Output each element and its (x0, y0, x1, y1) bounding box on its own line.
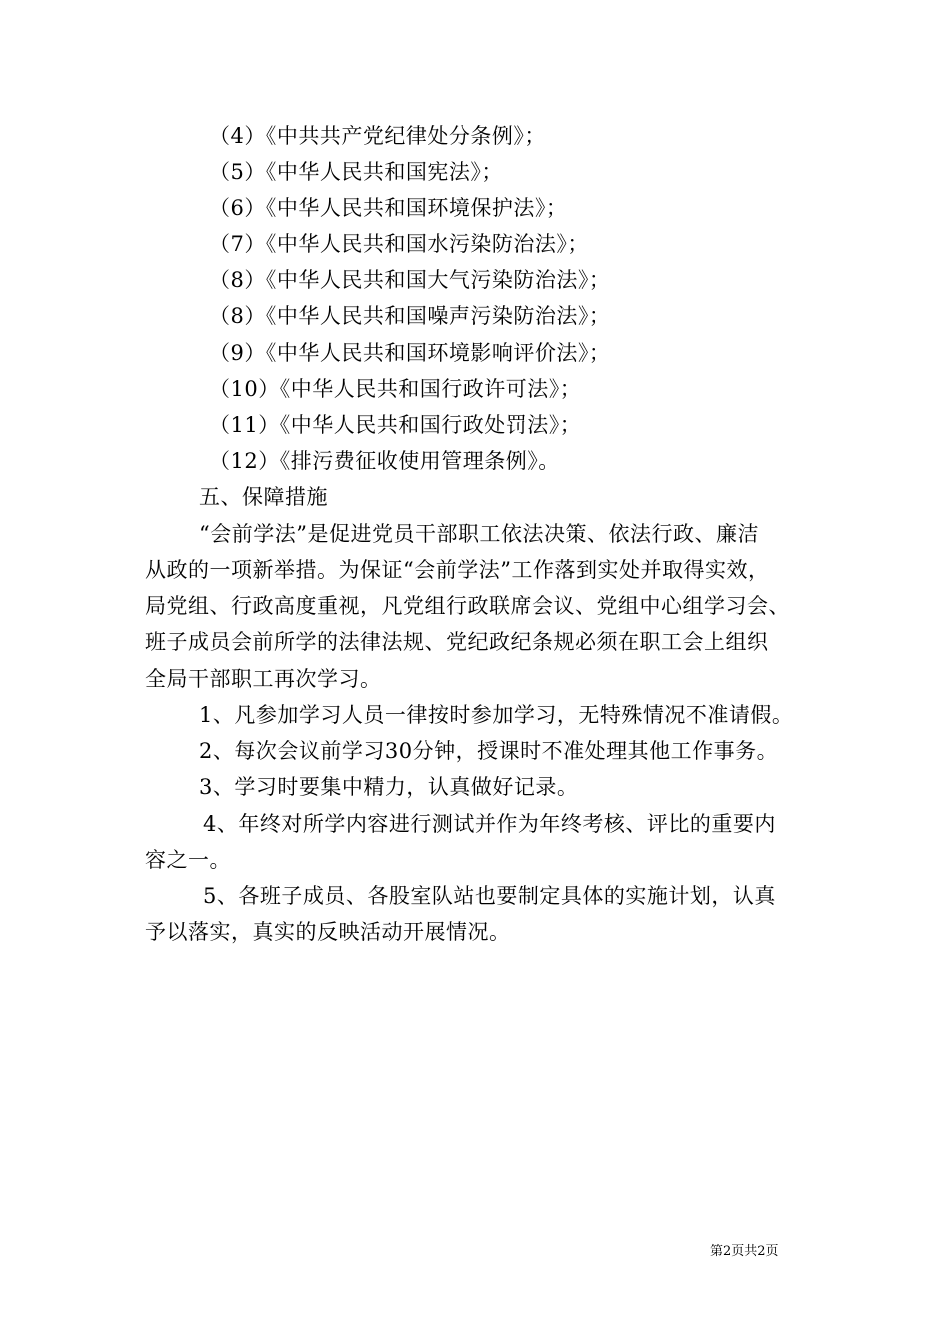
law-list-item: （5）《中华人民共和国宪法》； (209, 160, 503, 184)
rule-item-continuation: 予以落实，真实的反映活动开展情况。 (145, 920, 511, 944)
rule-item: 1、凡参加学习人员一律按时参加学习，无特殊情况不准请假。 (199, 703, 794, 727)
paragraph-line: 全局干部职工再次学习。 (145, 667, 382, 691)
rule-item-continuation: 容之一。 (145, 848, 231, 872)
law-list-item: （10）《中华人民共和国行政许可法》； (209, 377, 582, 401)
section-heading: 五、保障措施 (199, 485, 328, 509)
paragraph-line: 班子成员会前所学的法律法规、党纪政纪条规必须在职工会上组织 (145, 630, 769, 654)
rule-item: 2、每次会议前学习30分钟，授课时不准处理其他工作事务。 (199, 739, 779, 763)
paragraph-line: “会前学法”是促进党员干部职工依法决策、依法行政、廉洁 (199, 522, 759, 546)
law-list-item: （6）《中华人民共和国环境保护法》； (209, 196, 568, 220)
rule-item: 5、各班子成员、各股室队站也要制定具体的实施计划，认真 (203, 884, 776, 908)
law-list-item: （7）《中华人民共和国水污染防治法》； (209, 232, 589, 256)
page-number-footer: 第2页共2页 (710, 1244, 779, 1259)
law-list-item: （8）《中华人民共和国噪声污染防治法》； (209, 304, 611, 328)
law-list-item: （4）《中共共产党纪律处分条例》； (209, 124, 546, 148)
paragraph-line: 局党组、行政高度重视，凡党组行政联席会议、党组中心组学习会、 (145, 594, 790, 618)
law-list-item: （9）《中华人民共和国环境影响评价法》； (209, 341, 611, 365)
rule-item: 4、年终对所学内容进行测试并作为年终考核、评比的重要内 (203, 812, 776, 836)
law-list-item: （11）《中华人民共和国行政处罚法》； (209, 413, 582, 437)
law-list-item: （8）《中华人民共和国大气污染防治法》； (209, 268, 611, 292)
rule-item: 3、学习时要集中精力，认真做好记录。 (199, 775, 579, 799)
paragraph-line: 从政的一项新举措。为保证“会前学法”工作落到实处并取得实效， (145, 558, 770, 582)
law-list-item: （12）《排污费征收使用管理条例》。 (209, 449, 560, 473)
